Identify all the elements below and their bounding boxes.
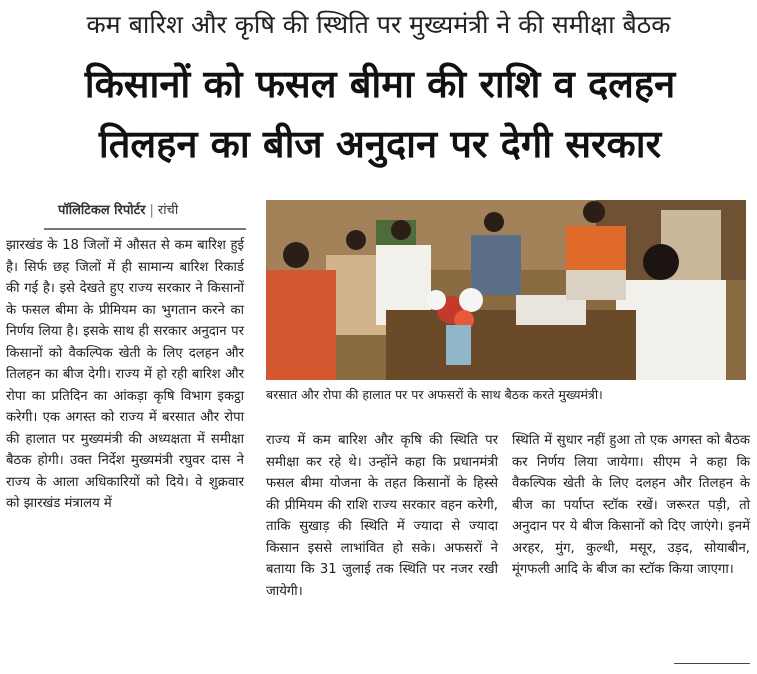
column-3-text: स्थिति में सुधार नहीं हुआ तो एक अगस्त को बैठक कर निर्णय लिया जायेगा। सीएम ने कहा कि वैकल्पिक खेती के लिए दलहन और तिलहन के बीज का पर्याप्त स्टॉक रखें। जरूरत पड़ी, तो अनुदान पर ये बीज किसानों को दिए जाएंगे। इनमें अरहर, मुंग, कुल्थी, मसूर, उड़द, सोयाबीन, मूंगफली आदि के बीज का स्टॉक किया जाएगा। bbox=[512, 433, 750, 577]
article-column-3 bbox=[512, 430, 750, 581]
column-2-text: राज्य में कम बारिश और कृषि की स्थिति पर समीक्षा कर रहे थे। उन्होंने कहा कि प्रधानमंत्री फसल बीमा योजना के तहत किसानों के हिस्से की प्रीमियम की राशि राज्य सरकार वहन करेगी, ताकि सुखाड़ की स्थिति में ज्यादा से ज्यादा किसान इससे लाभांवित हो सके। अफसरों ने बताया कि 31 जुलाई तक स्थिति पर नजर रखी जायेगी। bbox=[266, 433, 498, 599]
byline bbox=[58, 197, 178, 225]
article-column-1 bbox=[6, 235, 244, 515]
byline-separator: | bbox=[149, 203, 154, 218]
byline-author: पॉलिटिकल रिपोर्टर bbox=[58, 203, 146, 218]
byline-rule bbox=[44, 228, 246, 230]
headline-line-1: किसानों को फसल बीमा की राशि व दलहन bbox=[84, 62, 676, 106]
meeting-photo bbox=[266, 200, 746, 380]
meeting-photo-illustration bbox=[266, 200, 746, 380]
headline-line-2: तिलहन का बीज अनुदान पर देगी सरकार bbox=[98, 122, 662, 166]
photo-caption: बरसात और रोपा की हालात पर पर अफसरों के साथ बैठक करते मुख्यमंत्री। bbox=[266, 387, 603, 402]
article-end-rule bbox=[674, 663, 750, 664]
column-1-text: झारखंड के 18 जिलों में औसत से कम बारिश हुई है। सिर्फ छह जिलों में ही सामान्य बारिश रिकार्ड की गई है। इसे देखते हुए राज्य सरकार ने किसानों के फसल बीमा के प्रीमियम का भुगतान करने का निर्णय लिया है। इसके साथ ही सरकार अनुदान पर किसानों को वैकल्पिक खेती के लिए दलहन और तिलहन का बीज देगी। राज्य में हो रही बारिश और रोपा का प्रतिदिन का आंकड़ा कृषि विभाग इकट्ठा करेगी। एक अगस्त को राज्य में बरसात और रोपा की हालात पर मुख्यमंत्री की अध्यक्षता में समीक्षा बैठक होगी। उक्त निर्देश मुख्यमंत्री रघुवर दास ने राज्य के आला अधिकारियों को दिये। वे शुक्रवार को झारखंड मंत्रालय में bbox=[6, 238, 244, 511]
kicker-headline: कम बारिश और कृषि की स्थिति पर मुख्यमंत्री ने की समीक्षा बैठक bbox=[86, 10, 671, 39]
article-column-2 bbox=[266, 430, 498, 602]
byline-city: रांची bbox=[157, 203, 179, 218]
main-headline bbox=[8, 54, 752, 174]
